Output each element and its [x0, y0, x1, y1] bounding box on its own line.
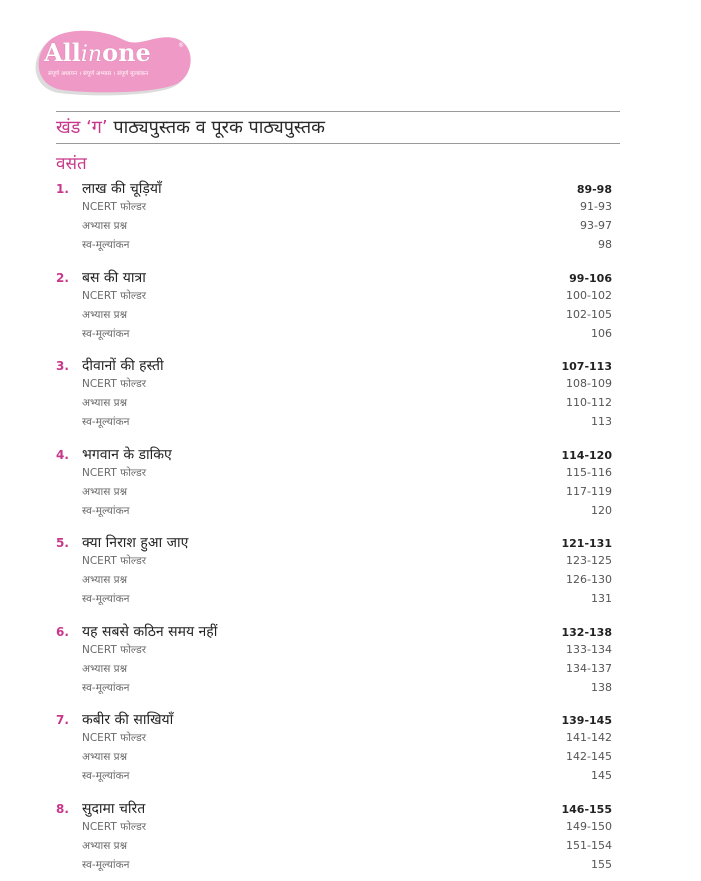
chapter-page-range: 146-155 — [561, 802, 612, 816]
chapter-row[interactable] — [56, 356, 612, 377]
chapter-title: बस की यात्रा — [82, 269, 146, 286]
toc-subitem[interactable] — [56, 466, 612, 485]
toc-subitem[interactable] — [56, 839, 612, 858]
section-bottom-rule — [56, 143, 620, 144]
subitem-page-range: 133-134 — [566, 642, 612, 656]
chapter-row[interactable] — [56, 622, 612, 643]
chapter-title: यह सबसे कठिन समय नहीं — [82, 623, 218, 640]
subitem-page-range: 141-142 — [566, 731, 612, 744]
toc-subitem[interactable] — [56, 219, 612, 238]
toc-subitem[interactable] — [56, 769, 612, 788]
subitem-page-range: 115-116 — [566, 465, 612, 479]
chapter-title: दीवानों की हस्ती — [82, 358, 164, 374]
toc-subitem[interactable] — [56, 485, 612, 504]
subitem-page-range: 151-154 — [566, 838, 612, 852]
toc-chapter — [56, 622, 612, 711]
chapter-number: 3. — [56, 359, 69, 373]
subitem-page-range: 131 — [591, 592, 612, 605]
section-title: पाठ्यपुस्तक व पूरक पाठ्यपुस्तक — [113, 117, 326, 138]
subitem-page-range: 113 — [591, 415, 612, 428]
toc-subitem[interactable] — [56, 238, 612, 257]
toc-chapter — [56, 445, 612, 534]
subitem-label: स्व-मूल्यांकन — [82, 327, 130, 340]
toc-subitem[interactable] — [56, 662, 612, 681]
subitem-label: NCERT फोल्डर — [82, 643, 147, 656]
subitem-page-range: 98 — [598, 238, 612, 251]
toc-subitem[interactable] — [56, 396, 612, 415]
subitem-page-range: 100-102 — [566, 288, 612, 302]
chapter-number: 7. — [56, 713, 69, 727]
subitem-label: अभ्यास प्रश्न — [82, 308, 128, 321]
subitem-label: स्व-मूल्यांकन — [82, 504, 130, 517]
toc-subitem[interactable] — [56, 377, 612, 396]
subitem-label: अभ्यास प्रश्न — [82, 397, 128, 409]
subitem-page-range: 120 — [591, 503, 612, 517]
subitem-label: स्व-मूल्यांकन — [82, 681, 130, 694]
subitem-label: स्व-मूल्यांकन — [82, 239, 130, 251]
subitem-page-range: 142-145 — [566, 750, 612, 763]
chapter-row[interactable] — [56, 445, 612, 466]
toc-chapter — [56, 356, 612, 445]
subitem-page-range: 155 — [591, 857, 612, 871]
subitem-page-range: 138 — [591, 680, 612, 694]
chapter-title: भगवान के डाकिए — [82, 446, 172, 463]
chapter-number: 8. — [56, 801, 69, 816]
subitem-page-range: 145 — [591, 769, 612, 782]
subitem-page-range: 134-137 — [566, 661, 612, 675]
subitem-label: स्व-मूल्यांकन — [82, 416, 130, 428]
chapter-spacer — [56, 434, 612, 445]
chapter-row[interactable] — [56, 799, 612, 820]
toc-subitem[interactable] — [56, 289, 612, 308]
subitem-label: अभ्यास प्रश्न — [82, 839, 128, 852]
chapter-row[interactable] — [56, 710, 612, 731]
toc-subitem[interactable] — [56, 731, 612, 750]
toc-chapter — [56, 710, 612, 799]
registered-mark: ® — [178, 42, 184, 49]
subitem-label: NCERT फोल्डर — [82, 201, 147, 213]
subitem-label: अभ्यास प्रश्न — [82, 485, 128, 498]
logo-wordmark: Allinone — [44, 38, 151, 67]
toc-subitem[interactable] — [56, 681, 612, 700]
subitem-page-range: 108-109 — [566, 377, 612, 390]
subitem-label: स्व-मूल्यांकन — [82, 770, 130, 782]
chapter-spacer — [56, 788, 612, 799]
chapter-page-range: 107-113 — [561, 360, 612, 373]
toc-subitem[interactable] — [56, 858, 612, 877]
toc-subitem[interactable] — [56, 820, 612, 839]
chapter-page-range: 114-120 — [561, 448, 612, 462]
toc-subitem[interactable] — [56, 327, 612, 346]
toc-subitem[interactable] — [56, 750, 612, 769]
subitem-label: अभ्यास प्रश्न — [82, 220, 128, 232]
chapter-row[interactable] — [56, 533, 612, 554]
chapter-page-range: 139-145 — [561, 714, 612, 727]
toc-subitem[interactable] — [56, 504, 612, 523]
subitem-label: NCERT फोल्डर — [82, 732, 147, 744]
chapter-spacer — [56, 523, 612, 534]
chapter-number: 1. — [56, 182, 69, 196]
subitem-page-range: 117-119 — [566, 484, 612, 498]
chapter-row[interactable] — [56, 179, 612, 200]
toc-subitem[interactable] — [56, 573, 612, 592]
chapter-spacer — [56, 257, 612, 268]
section-top-rule — [56, 111, 620, 112]
chapter-page-range: 132-138 — [561, 625, 612, 639]
chapter-number: 4. — [56, 447, 69, 462]
subitem-label: NCERT फोल्डर — [82, 466, 147, 479]
chapter-row[interactable] — [56, 268, 612, 289]
subitem-label: NCERT फोल्डर — [82, 555, 147, 567]
chapter-number: 6. — [56, 624, 69, 639]
subitem-label: स्व-मूल्यांकन — [82, 858, 130, 871]
chapter-spacer — [56, 700, 612, 711]
toc-chapter — [56, 799, 612, 877]
chapter-number: 2. — [56, 270, 69, 285]
toc-subitem[interactable] — [56, 554, 612, 573]
subitem-page-range: 102-105 — [566, 307, 612, 321]
subitem-page-range: 110-112 — [566, 396, 612, 409]
section-heading — [56, 116, 325, 140]
table-of-contents — [56, 179, 612, 877]
subitem-label: NCERT फोल्डर — [82, 378, 147, 390]
subitem-page-range: 149-150 — [566, 819, 612, 833]
chapter-title: कबीर की साखियाँ — [82, 712, 174, 728]
toc-subitem[interactable] — [56, 308, 612, 327]
chapter-title: सुदामा चरित — [82, 800, 146, 817]
chapter-page-range: 89-98 — [576, 183, 612, 196]
subitem-label: NCERT फोल्डर — [82, 289, 147, 302]
subitem-label: अभ्यास प्रश्न — [82, 751, 128, 763]
chapter-title: लाख की चूड़ियाँ — [82, 181, 162, 197]
chapter-page-range: 121-131 — [561, 537, 612, 550]
subitem-page-range: 106 — [591, 326, 612, 340]
toc-subitem[interactable] — [56, 200, 612, 219]
subitem-label: अभ्यास प्रश्न — [82, 574, 128, 586]
chapter-page-range: 99-106 — [569, 271, 612, 285]
toc-subitem[interactable] — [56, 415, 612, 434]
subitem-page-range: 91-93 — [580, 200, 612, 213]
chapter-title: क्या निराश हुआ जाए — [82, 535, 189, 551]
section-prefix: खंड ‘ग’ — [56, 117, 108, 138]
toc-subitem[interactable] — [56, 643, 612, 662]
subitem-page-range: 93-97 — [580, 219, 612, 232]
subitem-page-range: 126-130 — [566, 573, 612, 586]
toc-chapter — [56, 533, 612, 622]
toc-chapter — [56, 179, 612, 268]
subitem-label: NCERT फोल्डर — [82, 820, 147, 833]
subitem-label: अभ्यास प्रश्न — [82, 662, 128, 675]
toc-subitem[interactable] — [56, 592, 612, 611]
subsection-title: वसंत — [56, 154, 87, 174]
subitem-label: स्व-मूल्यांकन — [82, 593, 130, 605]
brand-logo — [32, 24, 192, 94]
subitem-page-range: 123-125 — [566, 554, 612, 567]
logo-tagline: संपूर्ण अध्ययन । संपूर्ण अभ्यास । संपूर्ण मूल्यांकन — [48, 71, 149, 77]
chapter-spacer — [56, 611, 612, 622]
toc-chapter — [56, 268, 612, 357]
chapter-spacer — [56, 346, 612, 357]
chapter-number: 5. — [56, 536, 69, 550]
